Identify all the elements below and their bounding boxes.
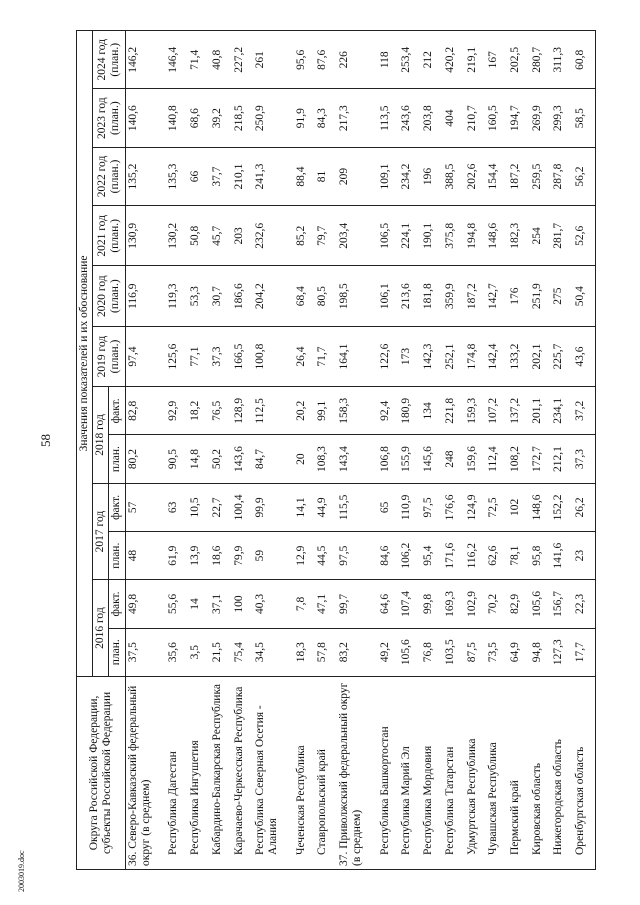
value-cell: 169,3 [443, 580, 465, 628]
value-cell: 187,2 [465, 266, 487, 326]
value-cell: 173 [399, 326, 421, 386]
value-cell: 196 [421, 147, 443, 205]
value-cell: 85,2 [294, 206, 316, 266]
table-row [188, 31, 210, 870]
header-2022: 2022 год (план.) [93, 147, 125, 205]
value-cell: 187,2 [508, 147, 530, 205]
value-cell: 78,1 [508, 532, 530, 580]
region-name-cell: Республика Дагестан [166, 676, 188, 869]
value-cell: 64,9 [508, 628, 530, 676]
district-name-cell: 37. Приволжский федеральный округ (в среднем) [337, 676, 378, 869]
value-cell: 80,2 [125, 435, 166, 483]
value-cell: 166,5 [232, 326, 254, 386]
value-cell: 49,8 [125, 580, 166, 628]
value-cell: 198,5 [337, 266, 378, 326]
value-cell: 45,7 [210, 206, 232, 266]
value-cell: 102 [508, 483, 530, 531]
value-cell: 37,1 [210, 580, 232, 628]
value-cell: 37,5 [125, 628, 166, 676]
value-cell: 50,4 [573, 266, 595, 326]
header-2017-plan: план. [109, 532, 125, 580]
value-cell: 106,2 [399, 532, 421, 580]
value-cell: 141,6 [551, 532, 573, 580]
value-cell: 37,3 [573, 435, 595, 483]
region-name-cell: Карачаево-Черкесская Республика [232, 676, 254, 869]
value-cell: 108,2 [508, 435, 530, 483]
value-cell: 190,1 [421, 206, 443, 266]
value-cell: 48 [125, 532, 166, 580]
value-cell: 167 [486, 31, 508, 90]
value-cell: 52,6 [573, 206, 595, 266]
value-cell: 55,6 [166, 580, 188, 628]
value-cell: 83,2 [337, 628, 378, 676]
value-cell: 79,7 [315, 206, 337, 266]
value-cell: 280,7 [530, 31, 552, 90]
value-cell: 39,2 [210, 89, 232, 147]
header-2018-plan: план. [109, 435, 125, 483]
value-cell: 14,1 [294, 483, 316, 531]
value-cell: 250,9 [253, 89, 294, 147]
table-row [294, 31, 316, 870]
region-name-cell: Республика Татарстан [443, 676, 465, 869]
value-cell: 91,9 [294, 89, 316, 147]
value-cell: 202,1 [530, 326, 552, 386]
header-2016-fact: факт. [109, 580, 125, 628]
value-cell: 18,3 [294, 628, 316, 676]
value-cell: 164,1 [337, 326, 378, 386]
value-cell: 226 [337, 31, 378, 90]
value-cell: 82,8 [125, 387, 166, 435]
value-cell: 81 [315, 147, 337, 205]
header-2018-fact: факт. [109, 387, 125, 435]
value-cell: 159,6 [465, 435, 487, 483]
value-cell: 130,9 [125, 206, 166, 266]
region-name-cell: Чувашская Республика [486, 676, 508, 869]
value-cell: 221,8 [443, 387, 465, 435]
value-cell: 172,7 [530, 435, 552, 483]
value-cell: 53,3 [188, 266, 210, 326]
value-cell: 234,2 [399, 147, 421, 205]
value-cell: 203,4 [337, 206, 378, 266]
value-cell: 209 [337, 147, 378, 205]
table-row [315, 31, 337, 870]
header-region: Округа Российской Федерации, субъекты Российской Федерации [77, 676, 126, 869]
value-cell: 133,2 [508, 326, 530, 386]
value-cell: 62,6 [486, 532, 508, 580]
value-cell: 64,6 [378, 580, 400, 628]
value-cell: 227,2 [232, 31, 254, 90]
value-cell: 22,3 [573, 580, 595, 628]
value-cell: 106,8 [378, 435, 400, 483]
value-cell: 112,4 [486, 435, 508, 483]
region-name-cell: Ставропольский край [315, 676, 337, 869]
value-cell: 12,9 [294, 532, 316, 580]
value-cell: 203,8 [421, 89, 443, 147]
value-cell: 50,2 [210, 435, 232, 483]
value-cell: 219,1 [465, 31, 487, 90]
value-cell: 135,3 [166, 147, 188, 205]
value-cell: 130,2 [166, 206, 188, 266]
value-cell: 68,6 [188, 89, 210, 147]
value-cell: 97,4 [125, 326, 166, 386]
value-cell: 71,4 [188, 31, 210, 90]
table-row [508, 31, 530, 870]
table-row [399, 31, 421, 870]
value-cell: 23 [573, 532, 595, 580]
value-cell: 261 [253, 31, 294, 90]
value-cell: 113,5 [378, 89, 400, 147]
value-cell: 176,6 [443, 483, 465, 531]
value-cell: 137,2 [508, 387, 530, 435]
value-cell: 22,7 [210, 483, 232, 531]
value-cell: 254 [530, 206, 552, 266]
value-cell: 84,3 [315, 89, 337, 147]
value-cell: 148,6 [486, 206, 508, 266]
value-cell: 76,8 [421, 628, 443, 676]
value-cell: 140,8 [166, 89, 188, 147]
value-cell: 103,5 [443, 628, 465, 676]
value-cell: 99,7 [337, 580, 378, 628]
value-cell: 35,6 [166, 628, 188, 676]
indicators-table [76, 30, 596, 870]
value-cell: 135,2 [125, 147, 166, 205]
value-cell: 176 [508, 266, 530, 326]
region-name-cell: Республика Северная Осетия - Алания [253, 676, 294, 869]
value-cell: 159,3 [465, 387, 487, 435]
region-name-cell: Кабардино-Балкарская Республика [210, 676, 232, 869]
value-cell: 75,4 [232, 628, 254, 676]
value-cell: 224,1 [399, 206, 421, 266]
table-body [125, 31, 595, 870]
value-cell: 145,6 [421, 435, 443, 483]
value-cell: 311,3 [551, 31, 573, 90]
header-2019: 2019 год (план.) [93, 326, 125, 386]
value-cell: 154,4 [486, 147, 508, 205]
value-cell: 203 [232, 206, 254, 266]
table-row [573, 31, 595, 870]
value-cell: 65 [378, 483, 400, 531]
value-cell: 70,2 [486, 580, 508, 628]
region-name-cell: Республика Мордовия [421, 676, 443, 869]
value-cell: 106,5 [378, 206, 400, 266]
value-cell: 21,5 [210, 628, 232, 676]
value-cell: 109,1 [378, 147, 400, 205]
value-cell: 107,2 [486, 387, 508, 435]
value-cell: 59 [253, 532, 294, 580]
value-cell: 37,2 [573, 387, 595, 435]
value-cell: 142,7 [486, 266, 508, 326]
value-cell: 10,5 [188, 483, 210, 531]
value-cell: 13,9 [188, 532, 210, 580]
value-cell: 160,5 [486, 89, 508, 147]
value-cell: 158,3 [337, 387, 378, 435]
table-row [337, 31, 378, 870]
value-cell: 212 [421, 31, 443, 90]
value-cell: 92,4 [378, 387, 400, 435]
value-cell: 43,6 [573, 326, 595, 386]
value-cell: 143,4 [337, 435, 378, 483]
value-cell: 92,9 [166, 387, 188, 435]
value-cell: 99,1 [315, 387, 337, 435]
value-cell: 47,1 [315, 580, 337, 628]
header-values-group: Значения показателей и их обоснование [77, 31, 93, 677]
value-cell: 99,9 [253, 483, 294, 531]
value-cell: 218,5 [232, 89, 254, 147]
value-cell: 87,6 [315, 31, 337, 90]
value-cell: 241,3 [253, 147, 294, 205]
value-cell: 116,9 [125, 266, 166, 326]
table-row [551, 31, 573, 870]
value-cell: 108,3 [315, 435, 337, 483]
value-cell: 72,5 [486, 483, 508, 531]
value-cell: 128,9 [232, 387, 254, 435]
value-cell: 210,1 [232, 147, 254, 205]
value-cell: 102,9 [465, 580, 487, 628]
value-cell: 281,7 [551, 206, 573, 266]
value-cell: 287,8 [551, 147, 573, 205]
value-cell: 225,7 [551, 326, 573, 386]
value-cell: 44,9 [315, 483, 337, 531]
value-cell: 243,6 [399, 89, 421, 147]
header-2023: 2023 год (план.) [93, 89, 125, 147]
table-row [125, 31, 166, 870]
value-cell: 251,9 [530, 266, 552, 326]
value-cell: 95,4 [421, 532, 443, 580]
table-row [253, 31, 294, 870]
value-cell: 37,7 [210, 147, 232, 205]
region-name-cell: Республика Ингушетия [188, 676, 210, 869]
table-row [486, 31, 508, 870]
value-cell: 213,6 [399, 266, 421, 326]
value-cell: 204,2 [253, 266, 294, 326]
value-cell: 155,9 [399, 435, 421, 483]
value-cell: 57 [125, 483, 166, 531]
value-cell: 146,2 [125, 31, 166, 90]
value-cell: 388,5 [443, 147, 465, 205]
value-cell: 148,6 [530, 483, 552, 531]
value-cell: 95,6 [294, 31, 316, 90]
header-2016-plan: план. [109, 628, 125, 676]
value-cell: 125,6 [166, 326, 188, 386]
value-cell: 3,5 [188, 628, 210, 676]
table-row [421, 31, 443, 870]
header-2017: 2017 год [93, 483, 109, 580]
value-cell: 232,6 [253, 206, 294, 266]
value-cell: 146,4 [166, 31, 188, 90]
header-2024: 2024 год (план.) [93, 31, 125, 90]
district-name-cell: 36. Северо-Кавказский федеральный округ (в среднем) [125, 676, 166, 869]
value-cell: 140,6 [125, 89, 166, 147]
value-cell: 212,1 [551, 435, 573, 483]
value-cell: 87,5 [465, 628, 487, 676]
value-cell: 84,6 [378, 532, 400, 580]
value-cell: 375,8 [443, 206, 465, 266]
value-cell: 17,7 [573, 628, 595, 676]
header-2016: 2016 год [93, 580, 109, 677]
value-cell: 30,7 [210, 266, 232, 326]
value-cell: 194,8 [465, 206, 487, 266]
value-cell: 156,7 [551, 580, 573, 628]
value-cell: 217,3 [337, 89, 378, 147]
header-2018: 2018 год [93, 387, 109, 484]
table-row [378, 31, 400, 870]
header-2017-fact: факт. [109, 483, 125, 531]
value-cell: 269,9 [530, 89, 552, 147]
value-cell: 234,1 [551, 387, 573, 435]
value-cell: 20 [294, 435, 316, 483]
value-cell: 99,8 [421, 580, 443, 628]
value-cell: 259,5 [530, 147, 552, 205]
value-cell: 110,9 [399, 483, 421, 531]
value-cell: 299,3 [551, 89, 573, 147]
value-cell: 90,5 [166, 435, 188, 483]
rotated-table-container [76, 30, 596, 870]
value-cell: 76,5 [210, 387, 232, 435]
table-row [210, 31, 232, 870]
value-cell: 182,3 [508, 206, 530, 266]
value-cell: 50,8 [188, 206, 210, 266]
value-cell: 56,2 [573, 147, 595, 205]
value-cell: 100,8 [253, 326, 294, 386]
value-cell: 116,2 [465, 532, 487, 580]
table-row [232, 31, 254, 870]
value-cell: 181,8 [421, 266, 443, 326]
value-cell: 20,2 [294, 387, 316, 435]
region-name-cell: Нижегородская область [551, 676, 573, 869]
value-cell: 97,5 [421, 483, 443, 531]
value-cell: 49,2 [378, 628, 400, 676]
table-header [77, 31, 126, 870]
table-row [443, 31, 465, 870]
value-cell: 37,3 [210, 326, 232, 386]
region-name-cell: Пермский край [508, 676, 530, 869]
value-cell: 97,5 [337, 532, 378, 580]
value-cell: 210,7 [465, 89, 487, 147]
region-name-cell: Республика Марий Эл [399, 676, 421, 869]
value-cell: 248 [443, 435, 465, 483]
value-cell: 40,8 [210, 31, 232, 90]
value-cell: 84,7 [253, 435, 294, 483]
value-cell: 100,4 [232, 483, 254, 531]
header-2021: 2021 год (план.) [93, 206, 125, 266]
value-cell: 80,5 [315, 266, 337, 326]
value-cell: 115,5 [337, 483, 378, 531]
value-cell: 134 [421, 387, 443, 435]
value-cell: 94,8 [530, 628, 552, 676]
value-cell: 180,9 [399, 387, 421, 435]
value-cell: 18,6 [210, 532, 232, 580]
value-cell: 122,6 [378, 326, 400, 386]
value-cell: 106,1 [378, 266, 400, 326]
value-cell: 275 [551, 266, 573, 326]
value-cell: 58,5 [573, 89, 595, 147]
value-cell: 174,8 [465, 326, 487, 386]
value-cell: 202,6 [465, 147, 487, 205]
page-number: 58 [38, 434, 53, 447]
value-cell: 14,8 [188, 435, 210, 483]
value-cell: 14 [188, 580, 210, 628]
value-cell: 26,2 [573, 483, 595, 531]
table-row [465, 31, 487, 870]
value-cell: 79,9 [232, 532, 254, 580]
value-cell: 194,7 [508, 89, 530, 147]
header-2020: 2020 год (план.) [93, 266, 125, 326]
region-name-cell: Оренбургская область [573, 676, 595, 869]
value-cell: 107,4 [399, 580, 421, 628]
value-cell: 44,5 [315, 532, 337, 580]
value-cell: 359,9 [443, 266, 465, 326]
value-cell: 202,5 [508, 31, 530, 90]
value-cell: 118 [378, 31, 400, 90]
value-cell: 66 [188, 147, 210, 205]
value-cell: 186,6 [232, 266, 254, 326]
value-cell: 142,3 [421, 326, 443, 386]
value-cell: 73,5 [486, 628, 508, 676]
document-code: 2003019.doc [17, 850, 26, 892]
region-name-cell: Удмуртская Республика [465, 676, 487, 869]
value-cell: 142,4 [486, 326, 508, 386]
value-cell: 253,4 [399, 31, 421, 90]
value-cell: 119,3 [166, 266, 188, 326]
value-cell: 420,2 [443, 31, 465, 90]
value-cell: 61,9 [166, 532, 188, 580]
region-name-cell: Республика Башкортостан [378, 676, 400, 869]
value-cell: 7,8 [294, 580, 316, 628]
value-cell: 105,6 [530, 580, 552, 628]
value-cell: 143,6 [232, 435, 254, 483]
value-cell: 77,1 [188, 326, 210, 386]
value-cell: 88,4 [294, 147, 316, 205]
value-cell: 201,1 [530, 387, 552, 435]
value-cell: 57,8 [315, 628, 337, 676]
value-cell: 152,2 [551, 483, 573, 531]
table-row [530, 31, 552, 870]
value-cell: 18,2 [188, 387, 210, 435]
value-cell: 34,5 [253, 628, 294, 676]
region-name-cell: Кировская область [530, 676, 552, 869]
value-cell: 171,6 [443, 532, 465, 580]
value-cell: 105,6 [399, 628, 421, 676]
value-cell: 60,8 [573, 31, 595, 90]
region-name-cell: Чеченская Республика [294, 676, 316, 869]
value-cell: 124,9 [465, 483, 487, 531]
value-cell: 95,8 [530, 532, 552, 580]
value-cell: 82,9 [508, 580, 530, 628]
value-cell: 71,7 [315, 326, 337, 386]
value-cell: 127,3 [551, 628, 573, 676]
value-cell: 63 [166, 483, 188, 531]
table-row [166, 31, 188, 870]
value-cell: 26,4 [294, 326, 316, 386]
value-cell: 68,4 [294, 266, 316, 326]
value-cell: 112,5 [253, 387, 294, 435]
value-cell: 252,1 [443, 326, 465, 386]
value-cell: 404 [443, 89, 465, 147]
value-cell: 40,3 [253, 580, 294, 628]
value-cell: 100 [232, 580, 254, 628]
